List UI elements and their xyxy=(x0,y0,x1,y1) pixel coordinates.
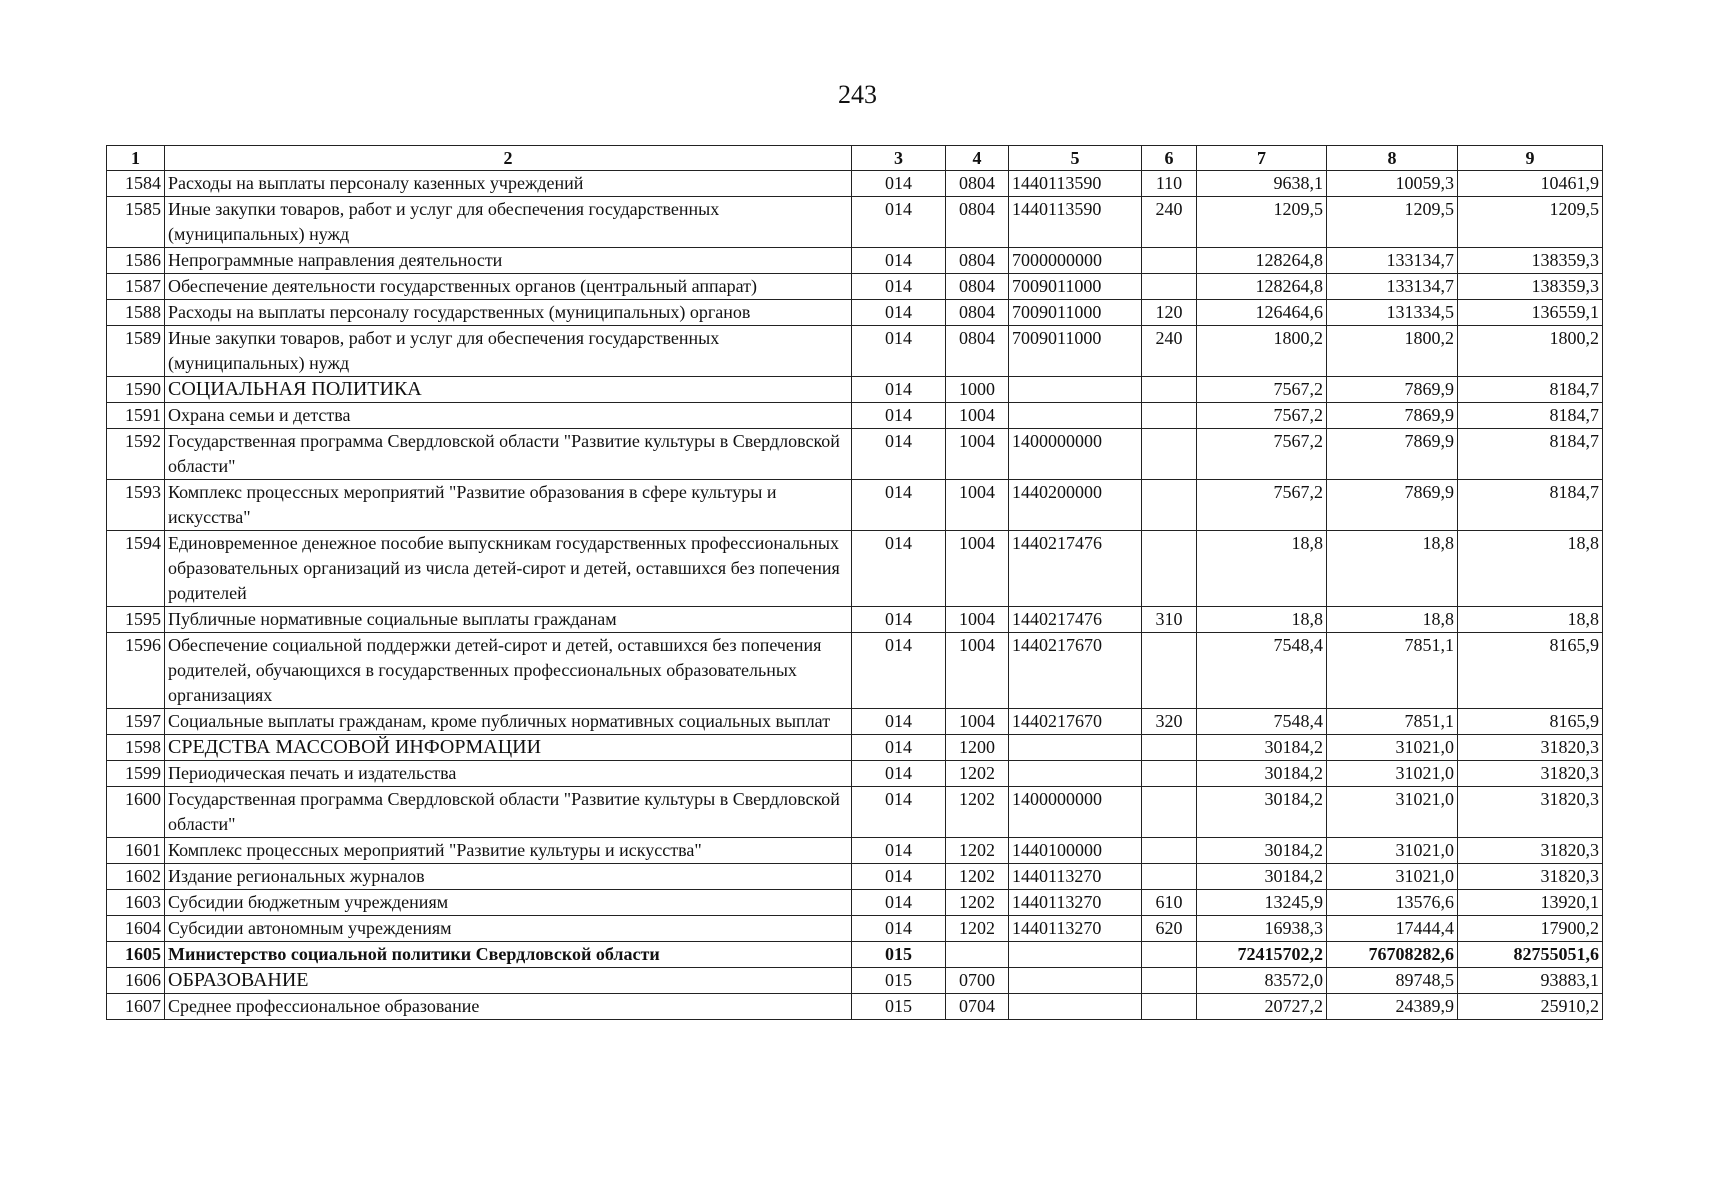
expense-type-cell xyxy=(1142,968,1197,994)
ministry-code-cell: 014 xyxy=(852,300,946,326)
amount-year3-cell: 13920,1 xyxy=(1458,890,1603,916)
expense-type-cell xyxy=(1142,480,1197,531)
row-number-cell: 1590 xyxy=(107,377,165,403)
ministry-code-cell: 015 xyxy=(852,994,946,1020)
row-name-cell: СОЦИАЛЬНАЯ ПОЛИТИКА xyxy=(165,377,852,403)
section-code-cell: 1004 xyxy=(946,633,1009,709)
row-name-cell: Субсидии автономным учреждениям xyxy=(165,916,852,942)
header-cell: 3 xyxy=(852,146,946,171)
section-code-cell: 1004 xyxy=(946,403,1009,429)
section-code-cell: 1004 xyxy=(946,531,1009,607)
target-article-cell: 1440217670 xyxy=(1009,633,1142,709)
section-code-cell: 1004 xyxy=(946,480,1009,531)
amount-year1-cell: 18,8 xyxy=(1197,607,1327,633)
amount-year2-cell: 1800,2 xyxy=(1327,326,1458,377)
expense-type-cell: 120 xyxy=(1142,300,1197,326)
target-article-cell: 1440217476 xyxy=(1009,531,1142,607)
expense-type-cell: 320 xyxy=(1142,709,1197,735)
section-code-cell: 1200 xyxy=(946,735,1009,761)
amount-year1-cell: 1800,2 xyxy=(1197,326,1327,377)
row-name-cell: Иные закупки товаров, работ и услуг для обеспечения государственных (муниципальных) нужд xyxy=(165,326,852,377)
ministry-code-cell: 014 xyxy=(852,633,946,709)
amount-year3-cell: 1209,5 xyxy=(1458,197,1603,248)
row-name-cell: Публичные нормативные социальные выплаты гражданам xyxy=(165,607,852,633)
ministry-code-cell: 014 xyxy=(852,709,946,735)
target-article-cell: 1440113270 xyxy=(1009,916,1142,942)
target-article-cell: 1440113590 xyxy=(1009,171,1142,197)
table-row xyxy=(107,377,1603,403)
amount-year3-cell: 25910,2 xyxy=(1458,994,1603,1020)
ministry-code-cell: 014 xyxy=(852,916,946,942)
table-row xyxy=(107,838,1603,864)
amount-year3-cell: 8184,7 xyxy=(1458,377,1603,403)
row-number-cell: 1593 xyxy=(107,480,165,531)
amount-year2-cell: 24389,9 xyxy=(1327,994,1458,1020)
row-number-cell: 1603 xyxy=(107,890,165,916)
amount-year1-cell: 20727,2 xyxy=(1197,994,1327,1020)
ministry-code-cell: 014 xyxy=(852,787,946,838)
ministry-code-cell: 014 xyxy=(852,377,946,403)
amount-year2-cell: 76708282,6 xyxy=(1327,942,1458,968)
table-row xyxy=(107,916,1603,942)
amount-year1-cell: 126464,6 xyxy=(1197,300,1327,326)
row-name-cell: Непрограммные направления деятельности xyxy=(165,248,852,274)
row-number-cell: 1588 xyxy=(107,300,165,326)
table-row xyxy=(107,890,1603,916)
expense-type-cell xyxy=(1142,633,1197,709)
expense-type-cell: 620 xyxy=(1142,916,1197,942)
table-row xyxy=(107,429,1603,480)
row-name-cell: ОБРАЗОВАНИЕ xyxy=(165,968,852,994)
section-code-cell xyxy=(946,942,1009,968)
amount-year1-cell: 7567,2 xyxy=(1197,480,1327,531)
target-article-cell: 1440100000 xyxy=(1009,838,1142,864)
target-article-cell xyxy=(1009,735,1142,761)
ministry-code-cell: 014 xyxy=(852,197,946,248)
target-article-cell: 1400000000 xyxy=(1009,429,1142,480)
amount-year2-cell: 31021,0 xyxy=(1327,787,1458,838)
amount-year1-cell: 7548,4 xyxy=(1197,633,1327,709)
table-row xyxy=(107,735,1603,761)
expense-type-cell xyxy=(1142,248,1197,274)
table-row xyxy=(107,761,1603,787)
expense-type-cell: 610 xyxy=(1142,890,1197,916)
amount-year3-cell: 136559,1 xyxy=(1458,300,1603,326)
row-name-cell: Среднее профессиональное образование xyxy=(165,994,852,1020)
page-number: 243 xyxy=(838,80,877,109)
amount-year3-cell: 8165,9 xyxy=(1458,709,1603,735)
row-number-cell: 1607 xyxy=(107,994,165,1020)
ministry-code-cell: 014 xyxy=(852,248,946,274)
section-code-cell: 1202 xyxy=(946,864,1009,890)
amount-year3-cell: 10461,9 xyxy=(1458,171,1603,197)
header-cell: 1 xyxy=(107,146,165,171)
amount-year2-cell: 7851,1 xyxy=(1327,709,1458,735)
amount-year3-cell: 18,8 xyxy=(1458,607,1603,633)
row-name-cell: Комплекс процессных мероприятий "Развитие культуры и искусства" xyxy=(165,838,852,864)
expense-type-cell: 240 xyxy=(1142,326,1197,377)
target-article-cell: 1440113270 xyxy=(1009,890,1142,916)
ministry-code-cell: 014 xyxy=(852,838,946,864)
row-name-cell: Социальные выплаты гражданам, кроме публичных нормативных социальных выплат xyxy=(165,709,852,735)
expense-type-cell xyxy=(1142,761,1197,787)
header-cell: 7 xyxy=(1197,146,1327,171)
expense-type-cell xyxy=(1142,403,1197,429)
amount-year2-cell: 31021,0 xyxy=(1327,735,1458,761)
ministry-code-cell: 015 xyxy=(852,968,946,994)
row-number-cell: 1587 xyxy=(107,274,165,300)
section-code-cell: 1202 xyxy=(946,761,1009,787)
target-article-cell xyxy=(1009,994,1142,1020)
section-code-cell: 1202 xyxy=(946,787,1009,838)
row-number-cell: 1591 xyxy=(107,403,165,429)
amount-year3-cell: 18,8 xyxy=(1458,531,1603,607)
target-article-cell: 1400000000 xyxy=(1009,787,1142,838)
section-code-cell: 0804 xyxy=(946,326,1009,377)
amount-year3-cell: 82755051,6 xyxy=(1458,942,1603,968)
section-code-cell: 0704 xyxy=(946,994,1009,1020)
row-number-cell: 1585 xyxy=(107,197,165,248)
target-article-cell: 1440113270 xyxy=(1009,864,1142,890)
table-row xyxy=(107,633,1603,709)
amount-year3-cell: 31820,3 xyxy=(1458,838,1603,864)
expense-type-cell xyxy=(1142,838,1197,864)
amount-year1-cell: 7567,2 xyxy=(1197,403,1327,429)
row-name-cell: Обеспечение деятельности государственных органов (центральный аппарат) xyxy=(165,274,852,300)
header-cell: 2 xyxy=(165,146,852,171)
ministry-code-cell: 014 xyxy=(852,761,946,787)
row-name-cell: Государственная программа Свердловской области "Развитие культуры в Свердловской области" xyxy=(165,787,852,838)
target-article-cell xyxy=(1009,942,1142,968)
row-name-cell: Иные закупки товаров, работ и услуг для обеспечения государственных (муниципальных) нужд xyxy=(165,197,852,248)
ministry-code-cell: 014 xyxy=(852,864,946,890)
row-number-cell: 1606 xyxy=(107,968,165,994)
amount-year1-cell: 30184,2 xyxy=(1197,787,1327,838)
target-article-cell: 7009011000 xyxy=(1009,300,1142,326)
amount-year3-cell: 8184,7 xyxy=(1458,429,1603,480)
row-number-cell: 1599 xyxy=(107,761,165,787)
amount-year1-cell: 16938,3 xyxy=(1197,916,1327,942)
target-article-cell: 7000000000 xyxy=(1009,248,1142,274)
expense-type-cell xyxy=(1142,787,1197,838)
row-name-cell: Комплекс процессных мероприятий "Развитие образования в сфере культуры и искусства" xyxy=(165,480,852,531)
amount-year1-cell: 1209,5 xyxy=(1197,197,1327,248)
row-number-cell: 1594 xyxy=(107,531,165,607)
ministry-code-cell: 014 xyxy=(852,326,946,377)
section-code-cell: 0804 xyxy=(946,274,1009,300)
expense-type-cell: 240 xyxy=(1142,197,1197,248)
row-name-cell: Министерство социальной политики Свердловской области xyxy=(165,942,852,968)
amount-year3-cell: 138359,3 xyxy=(1458,274,1603,300)
table-row xyxy=(107,197,1603,248)
amount-year3-cell: 93883,1 xyxy=(1458,968,1603,994)
row-number-cell: 1602 xyxy=(107,864,165,890)
amount-year3-cell: 31820,3 xyxy=(1458,761,1603,787)
section-code-cell: 0804 xyxy=(946,197,1009,248)
row-number-cell: 1604 xyxy=(107,916,165,942)
header-cell: 6 xyxy=(1142,146,1197,171)
section-code-cell: 1004 xyxy=(946,429,1009,480)
table-row xyxy=(107,942,1603,968)
row-number-cell: 1596 xyxy=(107,633,165,709)
table-body xyxy=(107,171,1603,1020)
table-row xyxy=(107,607,1603,633)
table-row xyxy=(107,531,1603,607)
amount-year2-cell: 17444,4 xyxy=(1327,916,1458,942)
row-name-cell: Расходы на выплаты персоналу казенных учреждений xyxy=(165,171,852,197)
table-row xyxy=(107,248,1603,274)
amount-year1-cell: 30184,2 xyxy=(1197,838,1327,864)
section-code-cell: 0700 xyxy=(946,968,1009,994)
expense-type-cell xyxy=(1142,377,1197,403)
amount-year1-cell: 72415702,2 xyxy=(1197,942,1327,968)
header-cell: 5 xyxy=(1009,146,1142,171)
table-row xyxy=(107,326,1603,377)
header-cell: 9 xyxy=(1458,146,1603,171)
section-code-cell: 1004 xyxy=(946,607,1009,633)
amount-year2-cell: 31021,0 xyxy=(1327,761,1458,787)
row-name-cell: Расходы на выплаты персоналу государственных (муниципальных) органов xyxy=(165,300,852,326)
amount-year3-cell: 8165,9 xyxy=(1458,633,1603,709)
ministry-code-cell: 014 xyxy=(852,429,946,480)
expense-type-cell xyxy=(1142,274,1197,300)
ministry-code-cell: 014 xyxy=(852,171,946,197)
ministry-code-cell: 015 xyxy=(852,942,946,968)
section-code-cell: 1004 xyxy=(946,709,1009,735)
target-article-cell: 1440200000 xyxy=(1009,480,1142,531)
section-code-cell: 1202 xyxy=(946,890,1009,916)
row-name-cell: Обеспечение социальной поддержки детей-сирот и детей, оставшихся без попечения родителей, обучающихся в государственных профессиональных образовательных организациях xyxy=(165,633,852,709)
row-number-cell: 1586 xyxy=(107,248,165,274)
amount-year2-cell: 18,8 xyxy=(1327,607,1458,633)
amount-year3-cell: 31820,3 xyxy=(1458,787,1603,838)
ministry-code-cell: 014 xyxy=(852,480,946,531)
row-name-cell: Периодическая печать и издательства xyxy=(165,761,852,787)
expense-type-cell: 310 xyxy=(1142,607,1197,633)
target-article-cell: 7009011000 xyxy=(1009,326,1142,377)
target-article-cell: 7009011000 xyxy=(1009,274,1142,300)
expense-type-cell xyxy=(1142,942,1197,968)
header-row xyxy=(107,146,1603,171)
row-number-cell: 1584 xyxy=(107,171,165,197)
amount-year1-cell: 128264,8 xyxy=(1197,248,1327,274)
amount-year2-cell: 31021,0 xyxy=(1327,838,1458,864)
amount-year3-cell: 31820,3 xyxy=(1458,735,1603,761)
amount-year2-cell: 31021,0 xyxy=(1327,864,1458,890)
target-article-cell xyxy=(1009,761,1142,787)
ministry-code-cell: 014 xyxy=(852,890,946,916)
amount-year2-cell: 131334,5 xyxy=(1327,300,1458,326)
amount-year3-cell: 17900,2 xyxy=(1458,916,1603,942)
expense-type-cell xyxy=(1142,864,1197,890)
section-code-cell: 1202 xyxy=(946,838,1009,864)
amount-year2-cell: 7869,9 xyxy=(1327,377,1458,403)
target-article-cell xyxy=(1009,968,1142,994)
section-code-cell: 0804 xyxy=(946,248,1009,274)
row-name-cell: СРЕДСТВА МАССОВОЙ ИНФОРМАЦИИ xyxy=(165,735,852,761)
amount-year2-cell: 1209,5 xyxy=(1327,197,1458,248)
section-code-cell: 0804 xyxy=(946,300,1009,326)
row-name-cell: Субсидии бюджетным учреждениям xyxy=(165,890,852,916)
expense-type-cell xyxy=(1142,735,1197,761)
table-row xyxy=(107,480,1603,531)
table-row xyxy=(107,709,1603,735)
budget-table xyxy=(106,145,1603,1020)
amount-year3-cell: 8184,7 xyxy=(1458,403,1603,429)
amount-year2-cell: 133134,7 xyxy=(1327,248,1458,274)
row-number-cell: 1595 xyxy=(107,607,165,633)
amount-year1-cell: 30184,2 xyxy=(1197,735,1327,761)
row-name-cell: Государственная программа Свердловской области "Развитие культуры в Свердловской области" xyxy=(165,429,852,480)
ministry-code-cell: 014 xyxy=(852,531,946,607)
amount-year1-cell: 30184,2 xyxy=(1197,761,1327,787)
header-cell: 4 xyxy=(946,146,1009,171)
table-row xyxy=(107,274,1603,300)
row-number-cell: 1600 xyxy=(107,787,165,838)
row-number-cell: 1598 xyxy=(107,735,165,761)
amount-year2-cell: 7869,9 xyxy=(1327,403,1458,429)
ministry-code-cell: 014 xyxy=(852,607,946,633)
table-row xyxy=(107,994,1603,1020)
table-row xyxy=(107,864,1603,890)
amount-year1-cell: 83572,0 xyxy=(1197,968,1327,994)
expense-type-cell xyxy=(1142,429,1197,480)
amount-year2-cell: 7851,1 xyxy=(1327,633,1458,709)
amount-year3-cell: 1800,2 xyxy=(1458,326,1603,377)
target-article-cell xyxy=(1009,403,1142,429)
row-number-cell: 1605 xyxy=(107,942,165,968)
target-article-cell xyxy=(1009,377,1142,403)
amount-year3-cell: 8184,7 xyxy=(1458,480,1603,531)
row-number-cell: 1597 xyxy=(107,709,165,735)
row-number-cell: 1592 xyxy=(107,429,165,480)
section-code-cell: 1202 xyxy=(946,916,1009,942)
amount-year1-cell: 7567,2 xyxy=(1197,429,1327,480)
amount-year2-cell: 10059,3 xyxy=(1327,171,1458,197)
expense-type-cell xyxy=(1142,994,1197,1020)
row-name-cell: Единовременное денежное пособие выпускникам государственных профессиональных образовательных организаций из числа детей-сирот и детей, оставшихся без попечения родителей xyxy=(165,531,852,607)
header-cell: 8 xyxy=(1327,146,1458,171)
expense-type-cell xyxy=(1142,531,1197,607)
amount-year1-cell: 9638,1 xyxy=(1197,171,1327,197)
amount-year1-cell: 30184,2 xyxy=(1197,864,1327,890)
table-row xyxy=(107,171,1603,197)
ministry-code-cell: 014 xyxy=(852,735,946,761)
row-number-cell: 1589 xyxy=(107,326,165,377)
amount-year1-cell: 128264,8 xyxy=(1197,274,1327,300)
expense-type-cell: 110 xyxy=(1142,171,1197,197)
amount-year2-cell: 7869,9 xyxy=(1327,429,1458,480)
amount-year2-cell: 7869,9 xyxy=(1327,480,1458,531)
amount-year2-cell: 133134,7 xyxy=(1327,274,1458,300)
target-article-cell: 1440113590 xyxy=(1009,197,1142,248)
ministry-code-cell: 014 xyxy=(852,403,946,429)
amount-year3-cell: 138359,3 xyxy=(1458,248,1603,274)
row-name-cell: Охрана семьи и детства xyxy=(165,403,852,429)
amount-year2-cell: 18,8 xyxy=(1327,531,1458,607)
section-code-cell: 0804 xyxy=(946,171,1009,197)
table-row xyxy=(107,300,1603,326)
section-code-cell: 1000 xyxy=(946,377,1009,403)
target-article-cell: 1440217476 xyxy=(1009,607,1142,633)
ministry-code-cell: 014 xyxy=(852,274,946,300)
amount-year1-cell: 7567,2 xyxy=(1197,377,1327,403)
target-article-cell: 1440217670 xyxy=(1009,709,1142,735)
table-row xyxy=(107,787,1603,838)
amount-year1-cell: 18,8 xyxy=(1197,531,1327,607)
amount-year1-cell: 7548,4 xyxy=(1197,709,1327,735)
amount-year1-cell: 13245,9 xyxy=(1197,890,1327,916)
table-row xyxy=(107,968,1603,994)
amount-year2-cell: 13576,6 xyxy=(1327,890,1458,916)
amount-year2-cell: 89748,5 xyxy=(1327,968,1458,994)
table-row xyxy=(107,403,1603,429)
row-number-cell: 1601 xyxy=(107,838,165,864)
amount-year3-cell: 31820,3 xyxy=(1458,864,1603,890)
row-name-cell: Издание региональных журналов xyxy=(165,864,852,890)
